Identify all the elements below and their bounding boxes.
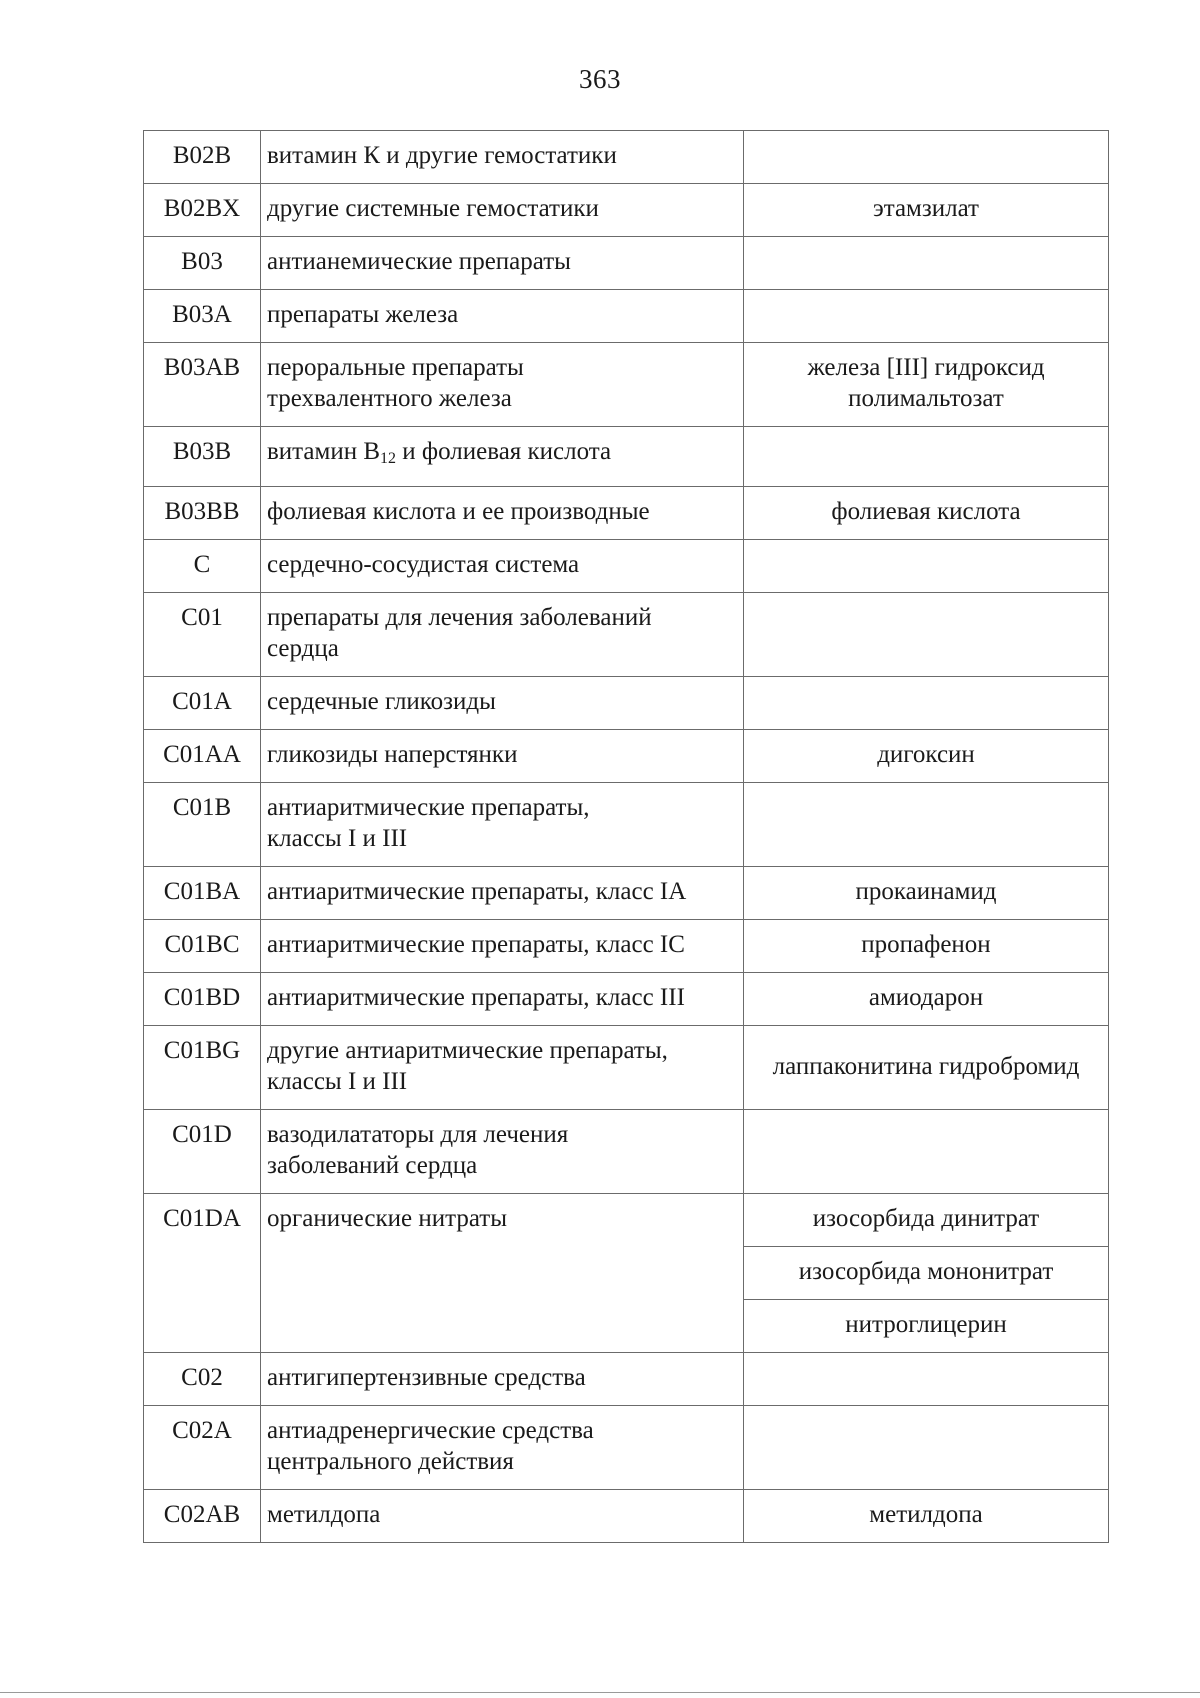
atc-group-name-line: пероральные препараты bbox=[267, 354, 524, 381]
table-row bbox=[144, 427, 1109, 487]
table-row bbox=[144, 1194, 1109, 1247]
atc-group-name-line: препараты для лечения заболеваний bbox=[267, 604, 652, 631]
table-row bbox=[144, 1406, 1109, 1490]
drug-name bbox=[744, 783, 1109, 867]
atc-group-name-line: классы I и III bbox=[267, 1068, 408, 1095]
atc-code: C bbox=[144, 540, 261, 593]
drug-name bbox=[744, 1353, 1109, 1406]
atc-code: C02 bbox=[144, 1353, 261, 1406]
drug-name: этамзилат bbox=[744, 184, 1109, 237]
atc-group-name bbox=[261, 343, 744, 427]
atc-group-name bbox=[261, 1110, 744, 1194]
drug-name bbox=[744, 131, 1109, 184]
table-row bbox=[144, 1353, 1109, 1406]
atc-group-name-text: и фолиевая кислота bbox=[396, 438, 612, 465]
atc-code: C01BD bbox=[144, 973, 261, 1026]
subscript: 12 bbox=[380, 450, 397, 467]
atc-table-body bbox=[144, 131, 1109, 1543]
drug-name bbox=[744, 593, 1109, 677]
atc-code: B03A bbox=[144, 290, 261, 343]
atc-group-name: фолиевая кислота и ее производные bbox=[261, 487, 744, 540]
atc-group-name bbox=[261, 427, 744, 487]
table-row bbox=[144, 290, 1109, 343]
atc-code: B03BB bbox=[144, 487, 261, 540]
atc-group-name: антигипертензивные средства bbox=[261, 1353, 744, 1406]
drug-name bbox=[744, 540, 1109, 593]
table-row bbox=[144, 540, 1109, 593]
atc-group-name bbox=[261, 1026, 744, 1110]
atc-group-name: антианемические препараты bbox=[261, 237, 744, 290]
atc-code: B03 bbox=[144, 237, 261, 290]
atc-group-name: сердечные гликозиды bbox=[261, 677, 744, 730]
drug-name: дигоксин bbox=[744, 730, 1109, 783]
atc-group-name: гликозиды наперстянки bbox=[261, 730, 744, 783]
atc-code: C01D bbox=[144, 1110, 261, 1194]
atc-code: C01 bbox=[144, 593, 261, 677]
atc-code: C01BC bbox=[144, 920, 261, 973]
atc-group-name: антиаритмические препараты, класс IC bbox=[261, 920, 744, 973]
atc-code: B02BX bbox=[144, 184, 261, 237]
table-row bbox=[144, 343, 1109, 427]
table-row bbox=[144, 487, 1109, 540]
table-row bbox=[144, 867, 1109, 920]
atc-group-name bbox=[261, 1406, 744, 1490]
drug-name bbox=[744, 343, 1109, 427]
drug-name-line: полимальтозат bbox=[848, 385, 1004, 412]
drug-name: изосорбида мононитрат bbox=[744, 1247, 1109, 1300]
atc-code: B03AB bbox=[144, 343, 261, 427]
atc-group-name: другие системные гемостатики bbox=[261, 184, 744, 237]
table-row bbox=[144, 184, 1109, 237]
atc-group-name: витамин К и другие гемостатики bbox=[261, 131, 744, 184]
atc-group-name-line: заболеваний сердца bbox=[267, 1152, 478, 1179]
atc-group-name: антиаритмические препараты, класс III bbox=[261, 973, 744, 1026]
atc-code: B03B bbox=[144, 427, 261, 487]
drug-name: изосорбида динитрат bbox=[744, 1194, 1109, 1247]
drug-name: прокаинамид bbox=[744, 867, 1109, 920]
drug-name-line: железа [III] гидроксид bbox=[807, 354, 1045, 381]
drug-name bbox=[744, 290, 1109, 343]
table-row bbox=[144, 1110, 1109, 1194]
atc-group-name-line: другие антиаритмические препараты, bbox=[267, 1037, 668, 1064]
atc-group-name: сердечно-сосудистая система bbox=[261, 540, 744, 593]
atc-group-name bbox=[261, 783, 744, 867]
drug-name: пропафенон bbox=[744, 920, 1109, 973]
atc-code: C01BA bbox=[144, 867, 261, 920]
table-row bbox=[144, 973, 1109, 1026]
atc-group-name: препараты железа bbox=[261, 290, 744, 343]
table-row bbox=[144, 1026, 1109, 1110]
atc-group-name-line: сердца bbox=[267, 635, 339, 662]
page-number: 363 bbox=[579, 64, 621, 94]
atc-code: C02A bbox=[144, 1406, 261, 1490]
atc-group-name-line: центрального действия bbox=[267, 1448, 514, 1475]
table-row bbox=[144, 131, 1109, 184]
drug-name bbox=[744, 237, 1109, 290]
atc-group-name-line: трехвалентного железа bbox=[267, 385, 512, 412]
atc-group-name-line: антиадренергические средства bbox=[267, 1417, 594, 1444]
atc-code: C01A bbox=[144, 677, 261, 730]
atc-code: C01BG bbox=[144, 1026, 261, 1110]
drug-name: лаппаконитина гидробромид bbox=[744, 1026, 1109, 1110]
atc-group-name bbox=[261, 593, 744, 677]
table-row bbox=[144, 593, 1109, 677]
atc-group-name-line: вазодилататоры для лечения bbox=[267, 1121, 569, 1148]
table-row bbox=[144, 783, 1109, 867]
drug-name bbox=[744, 1406, 1109, 1490]
atc-code: C01B bbox=[144, 783, 261, 867]
drug-name: нитроглицерин bbox=[744, 1300, 1109, 1353]
atc-group-name: антиаритмические препараты, класс IA bbox=[261, 867, 744, 920]
atc-group-name: органические нитраты bbox=[261, 1194, 744, 1353]
table-row bbox=[144, 1490, 1109, 1543]
drug-name bbox=[744, 427, 1109, 487]
drug-name: амиодарон bbox=[744, 973, 1109, 1026]
table-row bbox=[144, 237, 1109, 290]
atc-group-name-line: классы I и III bbox=[267, 825, 408, 852]
drug-name bbox=[744, 1110, 1109, 1194]
table-row bbox=[144, 920, 1109, 973]
atc-group-name-text: витамин B bbox=[267, 438, 381, 465]
drug-name: фолиевая кислота bbox=[744, 487, 1109, 540]
atc-group-name: метилдопа bbox=[261, 1490, 744, 1543]
drug-name: метилдопа bbox=[744, 1490, 1109, 1543]
footer-rule bbox=[0, 1692, 1200, 1693]
atc-code: C01DA bbox=[144, 1194, 261, 1353]
drug-name bbox=[744, 677, 1109, 730]
table-row bbox=[144, 677, 1109, 730]
table-row bbox=[144, 730, 1109, 783]
atc-table bbox=[143, 130, 1109, 1543]
atc-group-name-line: антиаритмические препараты, bbox=[267, 794, 590, 821]
atc-code: B02B bbox=[144, 131, 261, 184]
atc-code: C01AA bbox=[144, 730, 261, 783]
atc-code: C02AB bbox=[144, 1490, 261, 1543]
